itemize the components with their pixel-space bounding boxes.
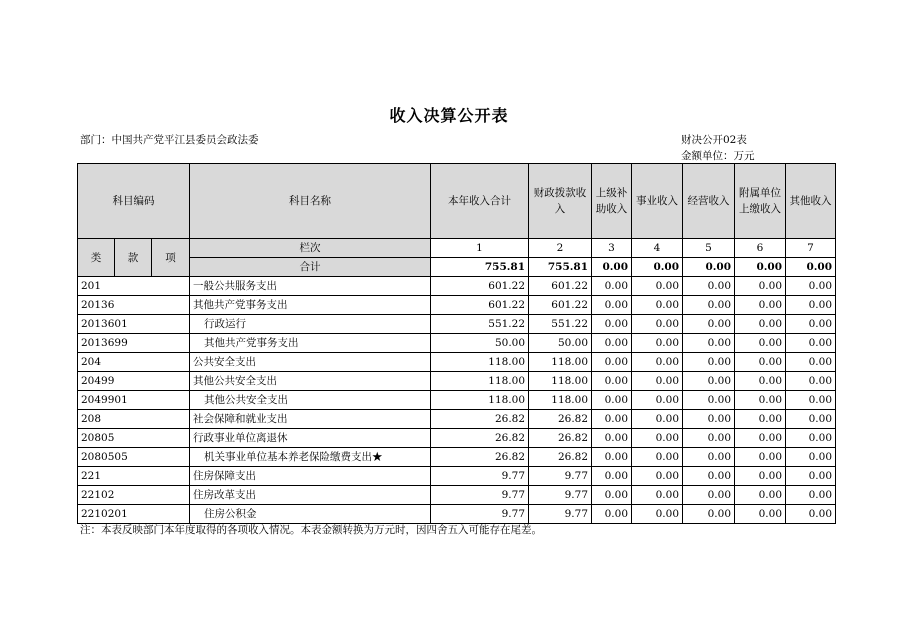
amount-cell: 0.00	[592, 296, 632, 315]
amount-cell: 0.00	[683, 505, 735, 524]
amount-cell: 0.00	[632, 372, 683, 391]
amount-cell: 0.00	[735, 296, 786, 315]
amount-cell: 0.00	[683, 448, 735, 467]
amount-cell: 9.77	[529, 505, 592, 524]
header-superior: 上级补助收入	[592, 164, 632, 239]
table-row	[78, 486, 836, 505]
amount-cell: 26.82	[529, 448, 592, 467]
amount-cell: 0.00	[592, 277, 632, 296]
subject-code: 201	[78, 277, 190, 296]
amount-cell: 0.00	[632, 277, 683, 296]
amount-cell: 9.77	[431, 486, 529, 505]
amount-cell: 0.00	[735, 505, 786, 524]
amount-cell: 0.00	[683, 391, 735, 410]
col-number: 6	[735, 239, 786, 258]
subject-name: 社会保障和就业支出	[190, 410, 431, 429]
column-number-row	[78, 239, 836, 258]
amount-cell: 0.00	[786, 410, 836, 429]
amount-cell: 0.00	[683, 277, 735, 296]
subject-name: 机关事业单位基本养老保险缴费支出★	[190, 448, 431, 467]
amount-cell: 0.00	[786, 486, 836, 505]
amount-cell: 0.00	[786, 448, 836, 467]
amount-cell: 0.00	[786, 391, 836, 410]
subject-code: 20805	[78, 429, 190, 448]
amount-cell: 50.00	[431, 334, 529, 353]
amount-cell: 0.00	[632, 448, 683, 467]
amount-cell: 0.00	[632, 486, 683, 505]
col-number: 3	[592, 239, 632, 258]
amount-cell: 9.77	[431, 505, 529, 524]
footnote: 注：本表反映部门本年度取得的各项收入情况。本表金额转换为万元时，因四舍五入可能存在尾差。	[80, 524, 542, 536]
header-kuan: 款	[115, 239, 152, 277]
amount-cell: 601.22	[431, 296, 529, 315]
subject-code: 2080505	[78, 448, 190, 467]
table-row	[78, 467, 836, 486]
amount-cell: 26.82	[431, 448, 529, 467]
total-value: 755.81	[529, 258, 592, 277]
table-body	[78, 277, 836, 524]
amount-cell: 601.22	[529, 296, 592, 315]
subject-code: 208	[78, 410, 190, 429]
table-row	[78, 296, 836, 315]
subject-name: 住房改革支出	[190, 486, 431, 505]
department-label: 部门：中国共产党平江县委员会政法委	[80, 134, 259, 146]
subject-name: 住房保障支出	[190, 467, 431, 486]
amount-cell: 0.00	[683, 410, 735, 429]
amount-cell: 0.00	[592, 334, 632, 353]
table-row	[78, 505, 836, 524]
header-xiang: 项	[152, 239, 190, 277]
table-row	[78, 372, 836, 391]
header-other: 其他收入	[786, 164, 836, 239]
amount-cell: 118.00	[431, 353, 529, 372]
amount-cell: 0.00	[735, 486, 786, 505]
amount-cell: 0.00	[683, 467, 735, 486]
table-row	[78, 334, 836, 353]
total-value: 0.00	[683, 258, 735, 277]
amount-cell: 0.00	[592, 315, 632, 334]
header-affiliated: 附属单位上缴收入	[735, 164, 786, 239]
amount-cell: 0.00	[735, 353, 786, 372]
subject-name: 住房公积金	[190, 505, 431, 524]
amount-cell: 0.00	[632, 505, 683, 524]
amount-cell: 0.00	[786, 315, 836, 334]
amount-cell: 0.00	[592, 353, 632, 372]
subject-name: 其他共产党事务支出	[190, 334, 431, 353]
amount-cell: 0.00	[786, 467, 836, 486]
amount-cell: 0.00	[632, 410, 683, 429]
amount-cell: 26.82	[529, 429, 592, 448]
table-row	[78, 448, 836, 467]
amount-cell: 9.77	[431, 467, 529, 486]
amount-cell: 0.00	[786, 505, 836, 524]
form-number: 财决公开02表	[681, 134, 747, 146]
amount-cell: 551.22	[431, 315, 529, 334]
amount-cell: 0.00	[735, 448, 786, 467]
subject-name: 其他公共安全支出	[190, 391, 431, 410]
page-title: 收入决算公开表	[389, 106, 509, 125]
amount-cell: 0.00	[683, 296, 735, 315]
subject-code: 2013601	[78, 315, 190, 334]
amount-cell: 0.00	[735, 429, 786, 448]
amount-cell: 0.00	[632, 315, 683, 334]
col-number: 4	[632, 239, 683, 258]
amount-cell: 0.00	[683, 372, 735, 391]
header-business: 事业收入	[632, 164, 683, 239]
subject-code: 2049901	[78, 391, 190, 410]
header-total: 本年收入合计	[431, 164, 529, 239]
amount-cell: 118.00	[529, 391, 592, 410]
subject-code: 20499	[78, 372, 190, 391]
table-row	[78, 353, 836, 372]
amount-cell: 0.00	[592, 391, 632, 410]
subject-code: 2013699	[78, 334, 190, 353]
amount-cell: 0.00	[735, 467, 786, 486]
header-lei: 类	[78, 239, 115, 277]
amount-cell: 0.00	[683, 315, 735, 334]
amount-cell: 0.00	[786, 296, 836, 315]
subject-name: 一般公共服务支出	[190, 277, 431, 296]
amount-cell: 0.00	[592, 486, 632, 505]
header-fiscal: 财政拨款收入	[529, 164, 592, 239]
subject-name: 公共安全支出	[190, 353, 431, 372]
subject-name: 其他共产党事务支出	[190, 296, 431, 315]
header-code: 科目编码	[78, 164, 190, 239]
table-row	[78, 410, 836, 429]
amount-cell: 601.22	[529, 277, 592, 296]
amount-cell: 0.00	[632, 391, 683, 410]
subject-code: 204	[78, 353, 190, 372]
amount-cell: 0.00	[592, 429, 632, 448]
amount-cell: 26.82	[431, 410, 529, 429]
amount-cell: 0.00	[592, 505, 632, 524]
amount-cell: 0.00	[683, 353, 735, 372]
amount-cell: 0.00	[786, 334, 836, 353]
subject-name: 行政事业单位离退休	[190, 429, 431, 448]
amount-cell: 0.00	[786, 277, 836, 296]
amount-cell: 0.00	[735, 315, 786, 334]
amount-cell: 26.82	[529, 410, 592, 429]
amount-cell: 0.00	[786, 429, 836, 448]
col-number: 2	[529, 239, 592, 258]
total-value: 0.00	[786, 258, 836, 277]
subject-code: 20136	[78, 296, 190, 315]
amount-cell: 0.00	[735, 372, 786, 391]
amount-cell: 0.00	[632, 467, 683, 486]
amount-cell: 50.00	[529, 334, 592, 353]
table-row	[78, 315, 836, 334]
amount-unit: 金额单位：万元	[681, 150, 755, 162]
subject-code: 22102	[78, 486, 190, 505]
amount-cell: 9.77	[529, 486, 592, 505]
amount-cell: 118.00	[529, 372, 592, 391]
subject-name: 行政运行	[190, 315, 431, 334]
amount-cell: 0.00	[735, 334, 786, 353]
amount-cell: 0.00	[735, 410, 786, 429]
amount-cell: 0.00	[592, 448, 632, 467]
total-row	[78, 258, 836, 277]
table-row	[78, 277, 836, 296]
col-number: 7	[786, 239, 836, 258]
table-row	[78, 429, 836, 448]
amount-cell: 0.00	[735, 277, 786, 296]
table-row	[78, 391, 836, 410]
header-lanci: 栏次	[190, 239, 431, 258]
amount-cell: 0.00	[592, 372, 632, 391]
amount-cell: 0.00	[683, 486, 735, 505]
amount-cell: 551.22	[529, 315, 592, 334]
amount-cell: 0.00	[632, 353, 683, 372]
total-value: 0.00	[632, 258, 683, 277]
income-table	[77, 163, 836, 524]
amount-cell: 0.00	[632, 429, 683, 448]
header-name: 科目名称	[190, 164, 431, 239]
amount-cell: 0.00	[632, 334, 683, 353]
total-value: 0.00	[735, 258, 786, 277]
amount-cell: 26.82	[431, 429, 529, 448]
amount-cell: 0.00	[786, 372, 836, 391]
amount-cell: 0.00	[786, 353, 836, 372]
subject-code: 2210201	[78, 505, 190, 524]
amount-cell: 0.00	[735, 391, 786, 410]
amount-cell: 118.00	[431, 372, 529, 391]
total-value: 0.00	[592, 258, 632, 277]
total-label: 合计	[190, 258, 431, 277]
amount-cell: 9.77	[529, 467, 592, 486]
subject-code: 221	[78, 467, 190, 486]
amount-cell: 0.00	[592, 467, 632, 486]
total-value: 755.81	[431, 258, 529, 277]
amount-cell: 0.00	[683, 429, 735, 448]
amount-cell: 0.00	[592, 410, 632, 429]
amount-cell: 0.00	[683, 334, 735, 353]
col-number: 1	[431, 239, 529, 258]
amount-cell: 118.00	[431, 391, 529, 410]
header-row	[78, 164, 836, 239]
col-number: 5	[683, 239, 735, 258]
amount-cell: 0.00	[632, 296, 683, 315]
amount-cell: 601.22	[431, 277, 529, 296]
header-operating: 经营收入	[683, 164, 735, 239]
subject-name: 其他公共安全支出	[190, 372, 431, 391]
amount-cell: 118.00	[529, 353, 592, 372]
